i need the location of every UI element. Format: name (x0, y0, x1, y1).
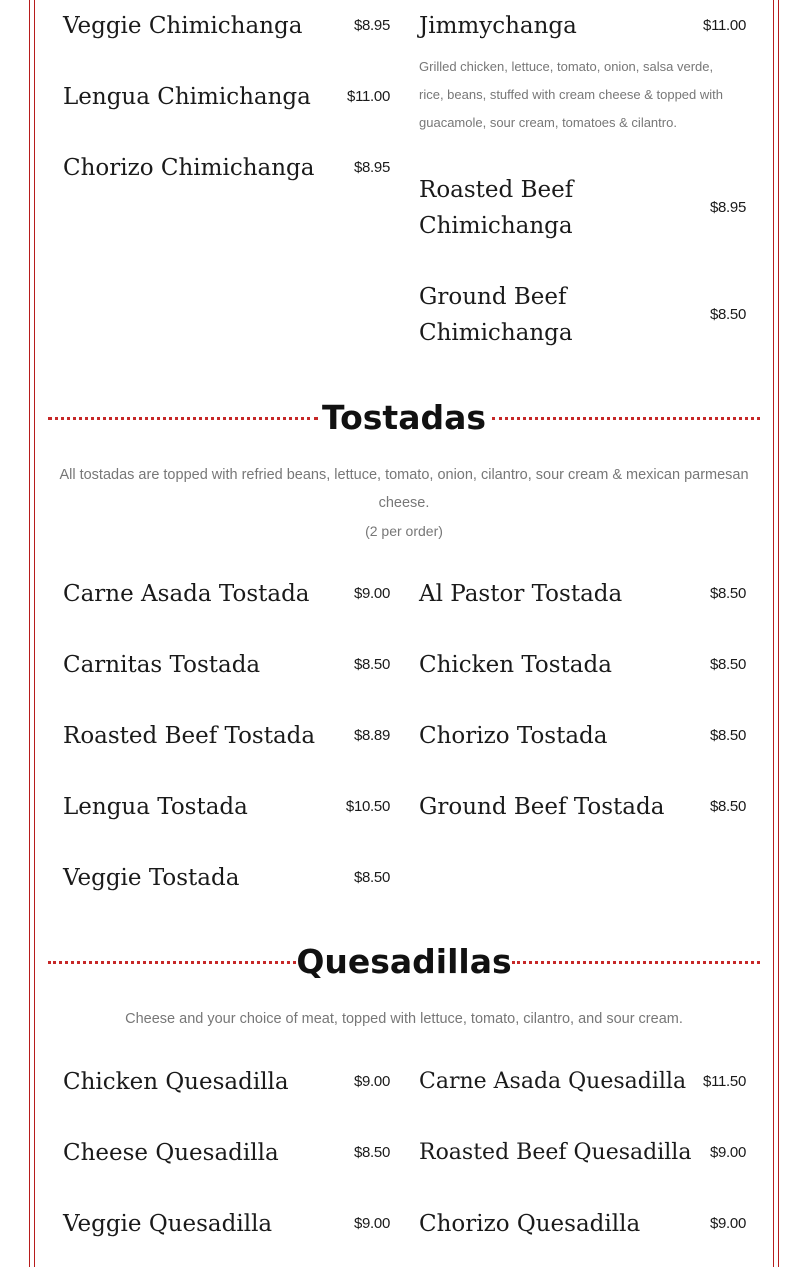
item-name: Lengua Chimichanga (63, 84, 311, 110)
menu-item (63, 718, 390, 754)
menu-item (419, 1206, 746, 1242)
item-price: $8.50 (709, 585, 746, 602)
item-price: $11.50 (703, 1073, 746, 1090)
menu-item (63, 79, 390, 115)
item-name: Chorizo Tostada (419, 723, 608, 749)
item-name: Carnitas Tostada (63, 652, 261, 678)
section-note: All tostadas are topped with refried beans, lettuce, tomato, onion, cilantro, sour cream & mexican parmesan cheese. (59, 467, 749, 511)
menu-item (419, 576, 746, 612)
item-name: Chorizo Quesadilla (419, 1211, 641, 1237)
menu-item (419, 1064, 746, 1100)
frame-border-right-inner (773, 0, 774, 1267)
menu-item (63, 1206, 390, 1242)
menu-item (419, 279, 746, 351)
item-price: $8.95 (353, 17, 390, 34)
frame-border-left-outer (29, 0, 30, 1267)
item-price: $9.00 (353, 1215, 390, 1232)
item-name: Veggie Tostada (63, 865, 240, 891)
item-price: $9.00 (709, 1144, 746, 1161)
item-price: $8.95 (353, 159, 390, 176)
item-name: Al Pastor Tostada (419, 581, 623, 607)
item-price: $8.95 (709, 199, 746, 216)
frame-border-right-outer (778, 0, 779, 1267)
item-name: Roasted Beef Chimichanga (419, 177, 574, 239)
item-name: Roasted Beef Tostada (63, 723, 316, 749)
item-price: $8.89 (353, 727, 390, 744)
item-name: Chicken Tostada (419, 652, 612, 678)
menu-item (419, 8, 746, 138)
menu-item (63, 576, 390, 612)
menu-item (63, 860, 390, 896)
item-name: Jimmychanga (419, 13, 577, 39)
item-price: $8.50 (353, 869, 390, 886)
menu-item (63, 647, 390, 683)
frame-border-left-inner (34, 0, 35, 1267)
section-note-per-order: (2 per order) (365, 523, 443, 539)
section-note: Cheese and your choice of meat, topped with lettuce, tomato, cilantro, and sour cream. (125, 1011, 683, 1027)
item-description: Grilled chicken, lettuce, tomato, onion, salsa verde, rice, beans, stuffed with cream cheese & topped with guacamole, sour cream, tomatoes & cilantro. (419, 59, 723, 130)
item-name: Veggie Quesadilla (63, 1211, 273, 1237)
item-name: Veggie Chimichanga (63, 13, 303, 39)
item-price: $8.50 (353, 1144, 390, 1161)
item-name: Lengua Tostada (63, 794, 248, 820)
item-name: Roasted Beef Quesadilla (419, 1140, 692, 1165)
item-price: $8.50 (709, 727, 746, 744)
menu-item (63, 1064, 390, 1100)
section-title: Tostadas (321, 398, 487, 437)
item-name: Carne Asada Tostada (63, 581, 310, 607)
item-price: $9.00 (709, 1215, 746, 1232)
item-price: $10.50 (345, 798, 390, 815)
item-price: $9.00 (353, 1073, 390, 1090)
menu-item (419, 789, 746, 825)
menu-item (419, 718, 746, 754)
menu-item (419, 647, 746, 683)
item-name: Chorizo Chimichanga (63, 155, 315, 181)
menu-item (63, 8, 390, 44)
dotted-divider-right (492, 417, 760, 420)
item-price: $9.00 (353, 585, 390, 602)
item-name: Carne Asada Quesadilla (419, 1069, 687, 1094)
menu-item (63, 150, 390, 186)
item-price: $11.00 (347, 88, 390, 105)
item-name: Ground Beef Tostada (419, 794, 665, 820)
item-price: $8.50 (709, 306, 746, 323)
item-name: Cheese Quesadilla (63, 1140, 279, 1166)
menu-item (63, 789, 390, 825)
item-price: $11.00 (703, 17, 746, 34)
item-name: Ground Beef Chimichanga (419, 284, 573, 346)
item-price: $8.50 (709, 656, 746, 673)
item-price: $8.50 (353, 656, 390, 673)
item-price: $8.50 (709, 798, 746, 815)
menu-item (63, 1135, 390, 1171)
dotted-divider-right (512, 961, 760, 964)
menu-item (419, 1135, 746, 1171)
section-header-tostadas (48, 396, 760, 440)
menu-item (419, 172, 746, 244)
item-name: Chicken Quesadilla (63, 1069, 289, 1095)
section-header-quesadillas (48, 940, 760, 984)
section-title: Quesadillas (296, 942, 512, 981)
